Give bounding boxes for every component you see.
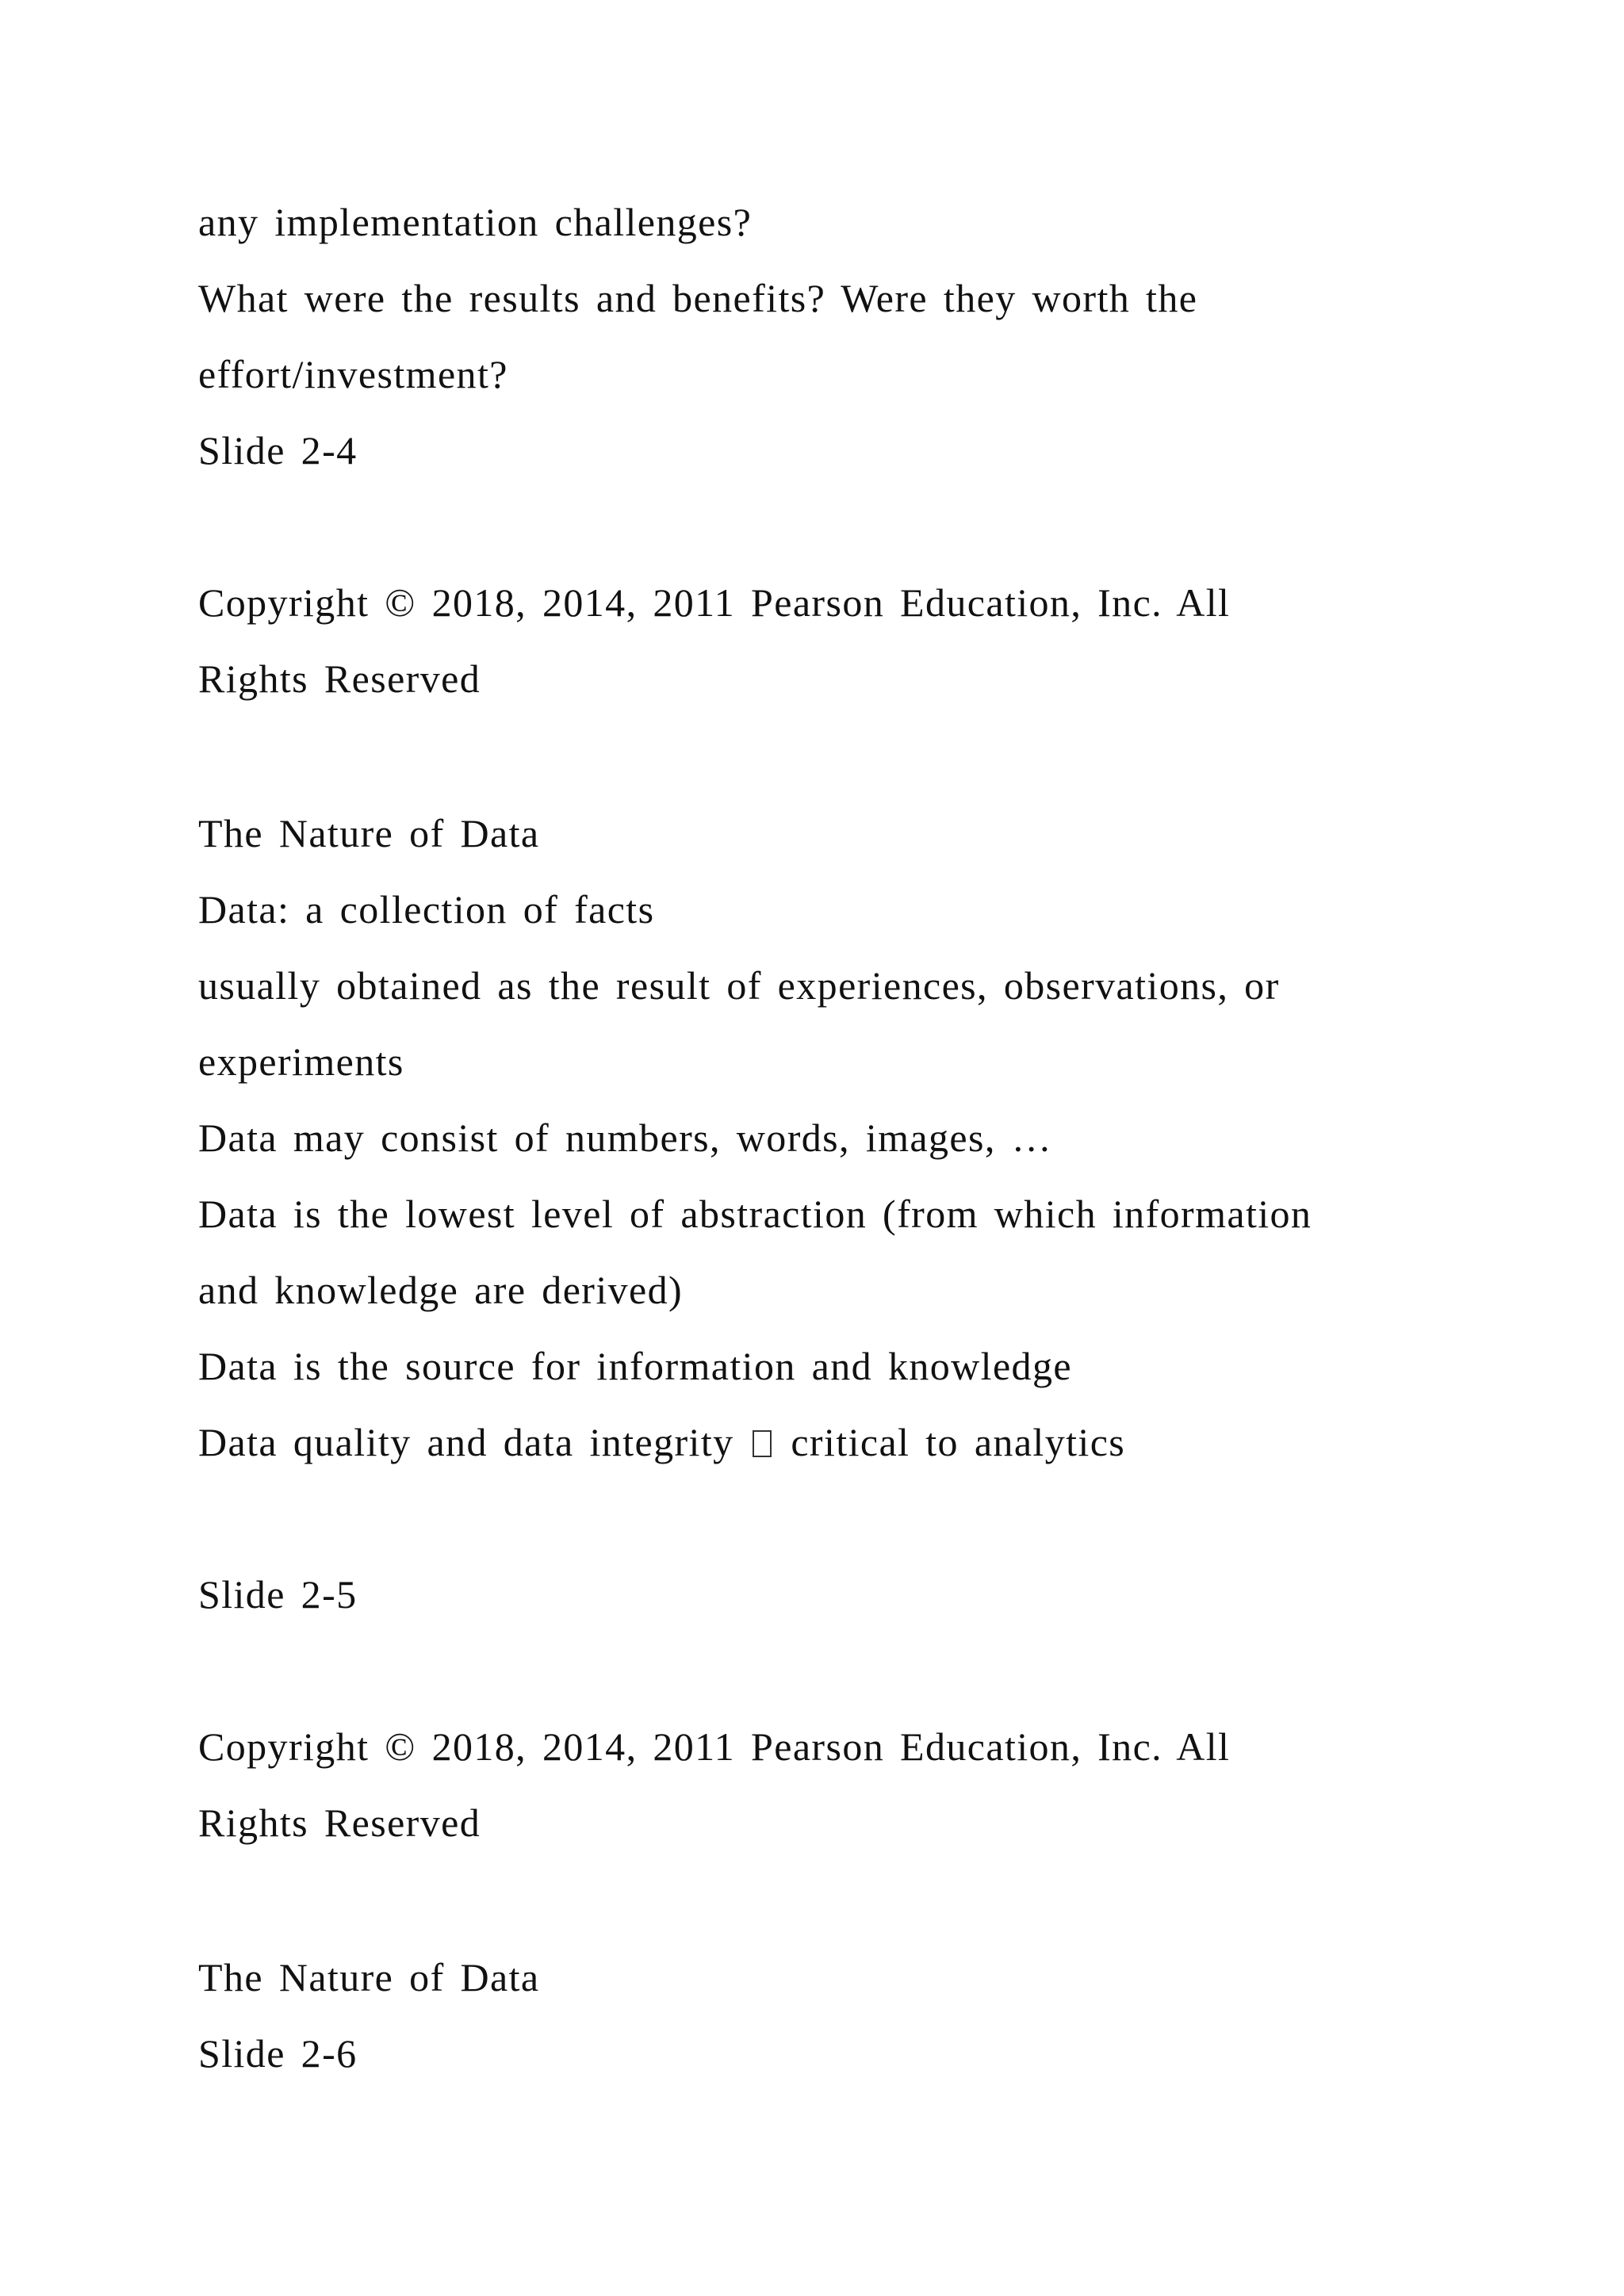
text-line: effort/investment?: [198, 352, 508, 396]
slide-label: Slide 2-4: [198, 428, 358, 473]
missing-glyph-icon: [753, 1430, 772, 1457]
text-line: Data may consist of numbers, words, images, …: [198, 1115, 1053, 1160]
slide-heading: The Nature of Data: [198, 811, 540, 855]
text-line: Data: a collection of facts: [198, 887, 655, 932]
slide-heading: The Nature of Data: [198, 1955, 540, 1999]
slide-label: Slide 2-6: [198, 2031, 358, 2076]
text-line: any implementation challenges?: [198, 200, 753, 244]
text-line: and knowledge are derived): [198, 1268, 684, 1312]
text-line: [198, 1414, 1125, 1471]
text-line: Data is the source for information and knowledge: [198, 1344, 1072, 1388]
copyright-line: Rights Reserved: [198, 1800, 481, 1845]
text-line: Data is the lowest level of abstraction (from which information: [198, 1192, 1312, 1236]
copyright-line: Copyright © 2018, 2014, 2011 Pearson Education, Inc. All: [198, 580, 1231, 625]
text-segment: Data quality and data integrity: [198, 1420, 734, 1464]
slide-label: Slide 2-5: [198, 1572, 358, 1617]
copyright-line: Copyright © 2018, 2014, 2011 Pearson Education, Inc. All: [198, 1724, 1231, 1769]
text-segment: critical to analytics: [791, 1420, 1126, 1464]
text-line: usually obtained as the result of experiences, observations, or: [198, 963, 1280, 1008]
text-line: experiments: [198, 1039, 404, 1084]
text-line: What were the results and benefits? Were they worth the: [198, 276, 1198, 320]
copyright-line: Rights Reserved: [198, 656, 481, 701]
